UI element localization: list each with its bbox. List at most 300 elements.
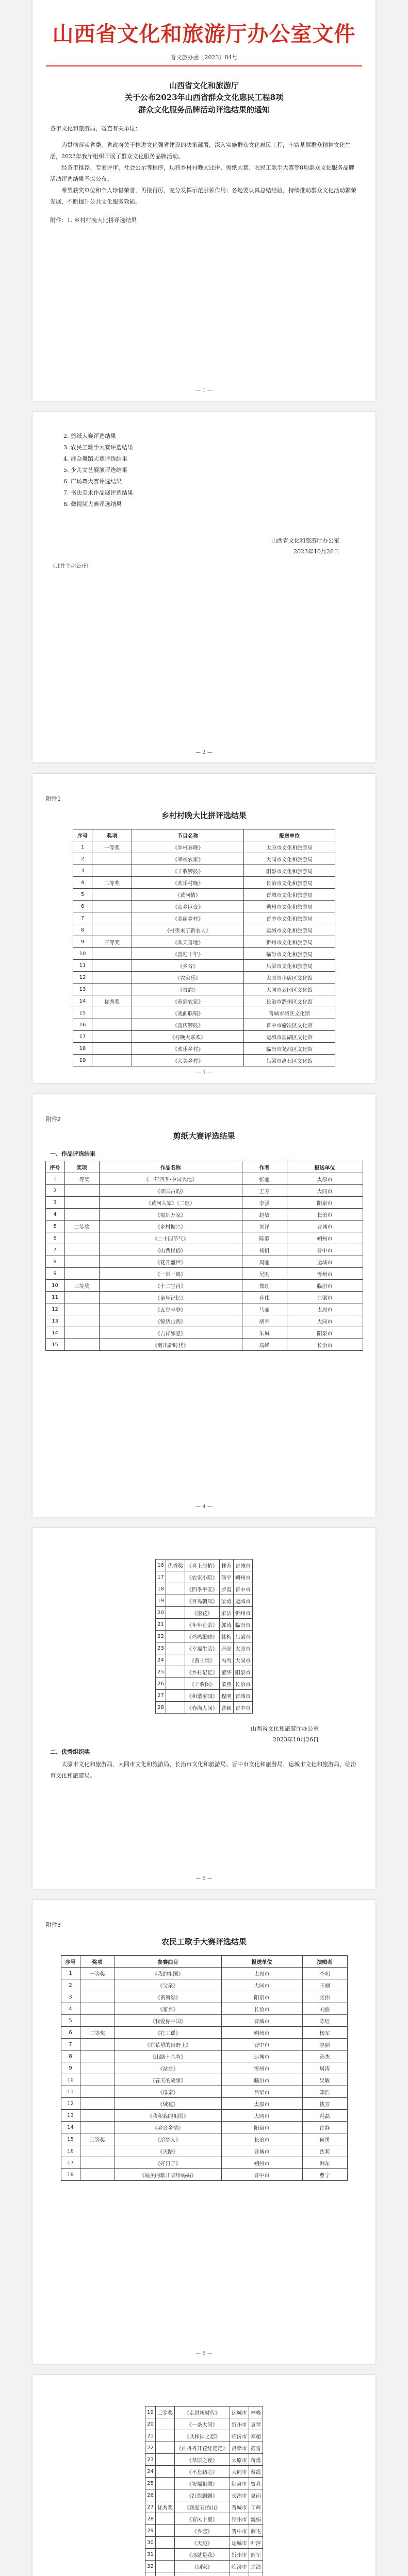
cell-no: 26: [156, 1678, 166, 1690]
cell-unit: 晋中市: [233, 1583, 252, 1595]
table-row: [156, 1642, 253, 1654]
cell-name: 《花开盛世》: [99, 1256, 242, 1268]
results-table: [155, 1559, 253, 1714]
table-row: [73, 877, 335, 889]
col-header: 报送单位: [221, 1956, 302, 1968]
cell-name: 《和谐家园》: [185, 1690, 219, 1702]
cell-name: 《春风十里》: [174, 2513, 230, 2525]
cell-name: 《最美的歌儿唱给妈妈》: [115, 2169, 221, 2181]
cell-no: 26: [145, 2489, 156, 2501]
cell-name: 《美丽乡村》: [132, 912, 244, 924]
cell-unit: 太原市: [233, 1642, 252, 1654]
cell-level: [92, 984, 132, 995]
cell-level: [155, 2442, 174, 2454]
cell-name: 《山乡巨变》: [132, 901, 244, 912]
cell-name: 《我爱你中国》: [115, 2015, 221, 2027]
table-row: [145, 2501, 263, 2513]
cell-unit: 朔州市: [221, 2027, 302, 2039]
col-header: 奖项: [64, 1161, 99, 1173]
cell-unit: 阳泉市: [287, 1197, 363, 1209]
table-row: [45, 1327, 363, 1339]
cell-name: 《祝福祖国》: [174, 2478, 230, 2489]
table-row: [73, 924, 335, 936]
cell-no: 27: [156, 1690, 166, 1702]
table-row: [61, 2062, 347, 2074]
cell-no: 27: [145, 2501, 156, 2513]
table-row: [61, 2050, 347, 2062]
cell-no: 18: [156, 1583, 166, 1595]
cell-name: 《在希望的田野上》: [115, 2039, 221, 2050]
cell-per: 叶萍: [249, 2537, 263, 2549]
cell-unit: 运城市: [230, 2406, 249, 2418]
cell-author: 赵敏: [242, 1209, 287, 1221]
cell-level: [64, 1197, 99, 1209]
cell-unit: 临汾市: [233, 1619, 252, 1631]
table-row: [156, 1560, 253, 1571]
cell-level: [155, 2430, 174, 2442]
cell-unit: 晋中市: [287, 1244, 363, 1256]
cell-no: 1: [73, 841, 92, 853]
table-row: [156, 1571, 253, 1583]
cell-level: 三等奖: [155, 2406, 174, 2418]
cell-no: 30: [145, 2537, 156, 2549]
list-item: 3. 农民工歌手大赛评选结果: [63, 444, 133, 451]
cell-level: [92, 912, 132, 924]
cell-no: 25: [156, 1666, 166, 1678]
cell-name: 《一带一路》: [99, 1268, 242, 1280]
page-number: — 5 —: [195, 1876, 213, 1882]
attachment-label: 附件1: [46, 795, 61, 802]
cell-level: [64, 1185, 99, 1197]
cell-unit: 大同市云冈区文化馆: [244, 984, 335, 995]
cell-no: 7: [45, 1244, 64, 1256]
cell-name: 《二十四节气》: [99, 1232, 242, 1244]
cell-level: [155, 2537, 174, 2549]
cell-no: 6: [45, 1232, 64, 1244]
table-row: [73, 889, 335, 901]
cell-level: [155, 2513, 174, 2525]
table-row: [73, 984, 335, 995]
table-row: [61, 2098, 347, 2110]
cell-level: 优秀奖: [155, 2501, 174, 2513]
cell-unit: 太原市: [221, 2098, 302, 2110]
cell-name: 《幸福生活》: [185, 1642, 219, 1654]
cell-no: 20: [156, 1607, 166, 1619]
document-number: 晋文旅办函〔2023〕84号: [170, 54, 238, 61]
cell-no: 16: [156, 1560, 166, 1571]
cell-unit: 晋中市文化和旅游局: [244, 912, 335, 924]
cell-name: 《春到农家》: [132, 995, 244, 1007]
cell-no: [145, 2572, 156, 2576]
cell-no: 10: [61, 2074, 80, 2086]
cell-name: 《家乡》: [115, 2003, 221, 2015]
cell-no: 20: [145, 2418, 156, 2430]
cell-no: 1: [45, 1173, 64, 1185]
cell-unit: 晋城市: [221, 2015, 302, 2027]
cell-unit: 大同市: [221, 2110, 302, 2122]
cell-name: 《十二生肖》: [99, 1280, 242, 1292]
sign-organization: 山西省文化和旅游厅办公室: [251, 1725, 319, 1732]
cell-level: [80, 2169, 115, 2181]
cell-level: [155, 2466, 174, 2478]
cell-no: 19: [73, 1055, 92, 1066]
table-row: [73, 912, 335, 924]
cell-unit: 朔州市文化和旅游局: [244, 901, 335, 912]
cell-name: 《晋国古韵》: [99, 1185, 242, 1197]
cell-name: 《乡村春晚》: [132, 841, 244, 853]
cell-name: 《黄土情》: [185, 1654, 219, 1666]
cell-per: 蒋勇: [249, 2454, 263, 2466]
cell-level: [155, 2525, 174, 2537]
cell-per: 刘强: [302, 2003, 347, 2015]
cell-no: 23: [156, 1642, 166, 1654]
cell-unit: 运城市: [287, 1256, 363, 1268]
cell-name: 《山西民俗》: [99, 1244, 242, 1256]
cell-no: 10: [45, 1280, 64, 1292]
table-row: [156, 1690, 253, 1702]
cell-name: 《黄河情》: [132, 889, 244, 901]
table-row: [156, 1654, 253, 1666]
cell-no: 8: [45, 1256, 64, 1268]
cell-level: [80, 2050, 115, 2062]
cell-unit: 临汾市尧都区文化馆: [244, 1043, 335, 1055]
cell-level: [64, 1315, 99, 1327]
cell-author: 罗霞: [219, 1583, 233, 1595]
cell-name: 《乡村振兴》: [99, 1221, 242, 1232]
cell-name: 《共和国之恋》: [174, 2430, 230, 2442]
cell-level: [166, 1571, 185, 1583]
cell-author: 董华: [219, 1666, 233, 1678]
list-item: 4. 群众舞蹈大赛评选结果: [63, 455, 127, 462]
signature-block: [32, 1724, 319, 1745]
cell-name: 《幸福农家》: [132, 853, 244, 865]
cell-no: 2: [61, 1979, 80, 1991]
cell-unit: 长治市潞州区文化馆: [244, 995, 335, 1007]
section-heading: 一、作品评选结果: [50, 1150, 95, 1157]
cell-unit: 长治市: [233, 1678, 252, 1690]
cell-no: 14: [73, 995, 92, 1007]
cell-level: [92, 960, 132, 972]
cell-no: 3: [45, 1197, 64, 1209]
table-row: [73, 995, 335, 1007]
sign-date: 2023年10月26日: [293, 548, 339, 555]
cell-unit: 太原市: [230, 2454, 249, 2466]
table-row: [73, 1007, 335, 1019]
cell-unit: 吕梁市: [230, 2442, 249, 2454]
table-row: [145, 2513, 263, 2525]
cell-level: 一等奖: [92, 841, 132, 853]
cell-level: [80, 2039, 115, 2050]
cell-no: 11: [73, 960, 92, 972]
cell-no: 18: [73, 1043, 92, 1055]
cell-per: 沈莉: [302, 2145, 347, 2157]
cell-name: 《喜迎丰年》: [132, 948, 244, 960]
table-row: [145, 2430, 263, 2442]
table-row: [61, 1991, 347, 2003]
cell-level: 一等奖: [80, 1968, 115, 1979]
cell-unit: 吕梁市: [221, 2086, 302, 2098]
table-row: [73, 1031, 335, 1043]
cell-per: 郑浩: [302, 2086, 347, 2098]
table-row: [73, 936, 335, 948]
cell-unit: 阳泉市: [287, 1327, 363, 1339]
cell-unit: 吕梁市: [287, 1292, 363, 1303]
table-row: [45, 1280, 363, 1292]
cell-name: 《锦绣山西》: [99, 1315, 242, 1327]
cell-no: 12: [61, 2098, 80, 2110]
salutation: 各市文化和旅游局，省直有关单位：: [50, 125, 141, 132]
table-row: [45, 1185, 363, 1197]
table-header-row: [61, 1956, 347, 1968]
cell-level: [64, 1232, 99, 1244]
cell-author: 张丽: [242, 1173, 287, 1185]
cell-level: [92, 1055, 132, 1066]
cell-name: 《村里来了新农人》: [132, 924, 244, 936]
cell-no: 11: [61, 2086, 80, 2098]
page-7: [32, 2375, 376, 2576]
table-row: [61, 2003, 347, 2015]
cell-name: 《童年记忆》: [99, 1292, 242, 1303]
table-row: [156, 1595, 253, 1607]
table-row: [61, 1979, 347, 1991]
cell-unit: 大同市: [287, 1185, 363, 1197]
cell-level: [155, 2561, 174, 2572]
cell-name: 《五谷丰登》: [99, 1303, 242, 1315]
cell-author: 程明: [219, 1690, 233, 1702]
cell-level: [155, 2454, 174, 2466]
cell-level: [80, 2098, 115, 2110]
cell-author: 马丽: [242, 1303, 287, 1315]
table-row: [156, 1583, 253, 1595]
table-row: [61, 1968, 347, 1979]
cell-unit: 大同市: [230, 2466, 249, 2478]
cell-level: 二等奖: [80, 2027, 115, 2039]
cell-unit: 运城市文化和旅游局: [244, 924, 335, 936]
col-header: 奖项: [80, 1956, 115, 1968]
paragraph-1: 为贯彻落实省委、省政府关于推进文化强省建设的决策部署，深入实施群众文化惠民工程，丰富基层群众精神文化生活，2023年我厅组织开展了群众文化服务品牌活动。: [50, 141, 351, 160]
attachment-list: [63, 431, 358, 510]
cell-author: 陈静: [242, 1232, 287, 1244]
cell-name: 《打工谣》: [115, 2027, 221, 2039]
col-header: 序号: [73, 829, 92, 841]
cell-level: [80, 2015, 115, 2027]
cell-level: [80, 2003, 115, 2015]
cell-no: 9: [61, 2062, 80, 2074]
cell-no: 19: [156, 1595, 166, 1607]
cell-level: [92, 1019, 132, 1031]
section-heading: 二、优秀组织奖: [50, 1748, 90, 1755]
cell-unit: 运城市: [221, 2050, 302, 2062]
cell-name: 《天路》: [115, 2145, 221, 2157]
cell-name: 《鸡鸣报晓》: [185, 1631, 219, 1642]
masthead: 山西省文化和旅游厅办公室文件: [52, 22, 356, 46]
table-row: [145, 2466, 263, 2478]
cell-unit: 晋城市文化和旅游局: [244, 889, 335, 901]
cell-no: 22: [156, 1631, 166, 1642]
cell-level: [155, 2572, 174, 2576]
list-item: 5. 少儿文艺展演评选结果: [63, 467, 127, 473]
cell-unit: 朔州市: [230, 2513, 249, 2525]
cell-per: 冯磊: [302, 2110, 347, 2122]
cell-no: 21: [156, 1619, 166, 1631]
cell-level: [166, 1690, 185, 1702]
cell-author: 高峰: [242, 1339, 287, 1351]
cell-name: 《母亲》: [115, 2086, 221, 2098]
col-header: 报送单位: [287, 1161, 363, 1173]
table-row: [73, 960, 335, 972]
cell-unit: 大同市: [233, 1654, 252, 1666]
cell-unit: 朔州市: [233, 1571, 252, 1583]
cell-name: 《我爱五指山》: [174, 2501, 230, 2513]
table-row: [61, 2110, 347, 2122]
cell-unit: 运城市: [230, 2537, 249, 2549]
cell-level: [92, 1031, 132, 1043]
table-row: [156, 1702, 253, 1714]
publication-note: （此件主动公开）: [50, 563, 91, 569]
cell-name: 《好日子》: [115, 2157, 221, 2169]
table-row: [61, 2122, 347, 2133]
cell-per: 丁辉: [249, 2501, 263, 2513]
cell-per: 钱芳: [302, 2098, 347, 2110]
cell-no: 25: [145, 2478, 156, 2489]
cell-unit: 阳泉市: [221, 1991, 302, 2003]
cell-name: 《天边》: [174, 2537, 230, 2549]
table-row: [61, 2039, 347, 2050]
cell-per: 赵丽: [302, 2039, 347, 2050]
table-row: [61, 2086, 347, 2098]
cell-unit: 长治市: [221, 2003, 302, 2015]
attachment-label: 附件3: [46, 1922, 61, 1928]
sign-organization: 山西省文化和旅游厅办公室: [271, 537, 339, 544]
cell-level: [92, 1043, 132, 1055]
cell-no: 8: [73, 924, 92, 936]
cell-author: 林芳: [219, 1560, 233, 1571]
excellent-organizers: 太原市文化和旅游局、大同市文化和旅游局、长治市文化和旅游局、晋中市文化和旅游局、运城市文化和旅游局、临汾市文化和旅游局。: [50, 1760, 356, 1779]
cell-no: 15: [61, 2133, 80, 2145]
cell-author: 冯雪: [219, 1654, 233, 1666]
cell-per: 邓超: [249, 2430, 263, 2442]
signature-block: [32, 536, 339, 557]
cell-level: [64, 1303, 99, 1315]
cell-name: 《百鸟朝凤》: [185, 1595, 219, 1607]
list-item: 8. 微视频大赛评选结果: [63, 501, 122, 507]
col-header: 节目名称: [132, 829, 244, 841]
cell-unit: 长治市文化和旅游局: [244, 877, 335, 889]
table-row: [45, 1173, 363, 1185]
cell-unit: 晋城市: [233, 1560, 252, 1571]
cell-name: 《乡音乡情》: [115, 2122, 221, 2133]
attachment-label: 附件2: [46, 1116, 61, 1123]
cell-unit: 吕梁市: [233, 1631, 252, 1642]
cell-no: 11: [45, 1292, 64, 1303]
table-row: [45, 1256, 363, 1268]
cell-no: 17: [73, 1031, 92, 1043]
cell-level: [64, 1268, 99, 1280]
cell-per: 夏雨: [249, 2489, 263, 2501]
cell-level: [64, 1256, 99, 1268]
cell-level: [92, 1007, 132, 1019]
cell-level: [80, 2074, 115, 2086]
cell-name: 《剪出新时代》: [99, 1339, 242, 1351]
cell-unit: 临汾市: [287, 1280, 363, 1292]
cell-name: 《丰收锣鼓》: [132, 865, 244, 877]
table-row: [61, 2157, 347, 2169]
table-row: [145, 2561, 263, 2572]
cell-name: 《丰收图》: [185, 1678, 219, 1690]
cell-per: 许静: [302, 2122, 347, 2133]
table-row: [145, 2478, 263, 2489]
col-header: 作者: [242, 1161, 287, 1173]
cell-level: [92, 901, 132, 912]
cell-name: 《四季平安》: [185, 1583, 219, 1595]
cell-name: 《喜庆锣鼓》: [132, 1019, 244, 1031]
cell-level: [80, 2110, 115, 2122]
cell-unit: [230, 2572, 249, 2576]
cell-unit: 长治市: [230, 2489, 249, 2501]
cell-author: 韩梅: [219, 1631, 233, 1642]
cell-level: [166, 1678, 185, 1690]
list-item: 2. 剪纸大赛评选结果: [63, 433, 116, 439]
table-row: [145, 2525, 263, 2537]
cell-name: [174, 2572, 230, 2576]
cell-author: 梁勇: [219, 1595, 233, 1607]
table-row: [145, 2418, 263, 2430]
cell-name: 《我的祖国》: [115, 1968, 221, 1979]
table-row: [45, 1197, 363, 1209]
cell-unit: 大同市: [287, 1315, 363, 1327]
cell-unit: 临汾市文化和旅游局: [244, 948, 335, 960]
table-row: [73, 972, 335, 984]
cell-level: [166, 1631, 185, 1642]
cell-per: 林峰: [249, 2406, 263, 2418]
cell-no: 13: [73, 984, 92, 995]
cell-no: 9: [45, 1268, 64, 1280]
cell-no: 13: [45, 1315, 64, 1327]
cell-name: 《农家小院》: [185, 1571, 219, 1583]
table-row: [45, 1244, 363, 1256]
col-header: 演唱者: [302, 1956, 347, 1968]
cell-no: 14: [45, 1327, 64, 1339]
cell-author: 萧燕: [219, 1678, 233, 1690]
cell-name: 《追梦人》: [115, 2133, 221, 2145]
cell-level: [166, 1583, 185, 1595]
cell-level: [166, 1642, 185, 1654]
cell-no: 3: [73, 865, 92, 877]
cell-name: 《欢乐乡村》: [132, 1043, 244, 1055]
cell-level: [166, 1702, 185, 1714]
cell-unit: 阳泉市: [230, 2478, 249, 2489]
cell-unit: 忻州市: [287, 1268, 363, 1280]
red-divider: [46, 65, 362, 66]
cell-level: [92, 948, 132, 960]
cell-no: 28: [145, 2513, 156, 2525]
cell-no: 24: [145, 2466, 156, 2478]
notice-title: [48, 80, 360, 116]
table-row: [45, 1221, 363, 1232]
table-row: [45, 1315, 363, 1327]
cell-level: [166, 1607, 185, 1619]
cell-no: 16: [73, 1019, 92, 1031]
results-table: [45, 1161, 363, 1351]
cell-per: 彭雪: [249, 2442, 263, 2454]
cell-level: [80, 1979, 115, 1991]
cell-no: 9: [73, 936, 92, 948]
cell-level: 三等奖: [80, 2133, 115, 2145]
cell-unit: 太原市: [287, 1303, 363, 1315]
table-row: [156, 1678, 253, 1690]
cell-no: 3: [61, 1991, 80, 2003]
cell-unit: 忻州市: [230, 2549, 249, 2561]
